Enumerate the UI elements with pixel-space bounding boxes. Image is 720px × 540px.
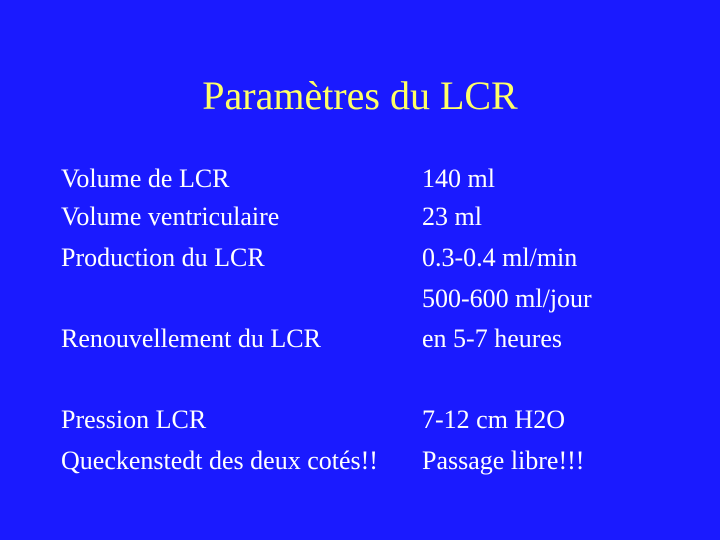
row-label-volume-lcr: Volume de LCR [61,164,230,193]
row-value-volume-ventriculaire: 23 ml [422,202,482,231]
row-value-production-min: 0.3-0.4 ml/min [422,243,578,272]
row-label-queckenstedt: Queckenstedt des deux cotés!! [61,446,378,475]
row-label-production: Production du LCR [61,243,265,272]
slide-title: Paramètres du LCR [202,73,518,118]
row-value-pression: 7-12 cm H2O [422,405,565,434]
row-value-queckenstedt: Passage libre!!! [422,446,585,475]
row-label-volume-ventriculaire: Volume ventriculaire [61,202,280,231]
row-label-renouvellement: Renouvellement du LCR [61,324,321,353]
row-value-volume-lcr: 140 ml [422,164,495,193]
row-value-renouvellement: en 5-7 heures [422,324,563,353]
row-label-pression: Pression LCR [61,405,207,434]
row-value-production-jour: 500-600 ml/jour [422,284,592,313]
